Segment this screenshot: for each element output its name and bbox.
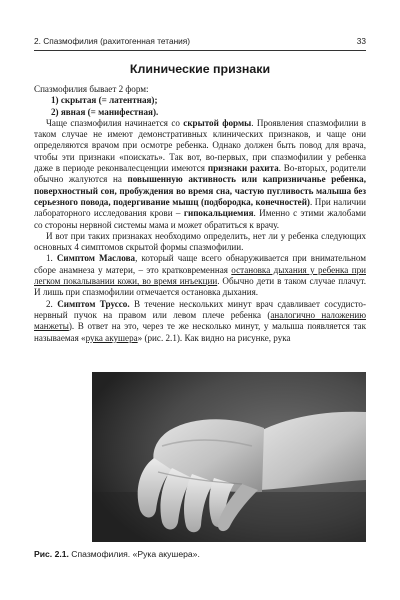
text-span: ). В ответ на это, через те же несколько минут, у малыша появляется так называемая «: [34, 321, 366, 343]
text-span: 2.: [46, 298, 58, 309]
text-span: » (рис. 2.1). Как видно на рисунке, рука: [137, 332, 291, 343]
bold-term: повышенную активность или капризничанье ребенка, поверхностный сон, пробуждения во время сна, частую пугливость малыша без серьезного повода, подергивание мышц (подбородка, конечностей): [34, 174, 366, 207]
book-page: [34, 0, 366, 600]
page-number: 33: [356, 36, 366, 46]
bold-term: Симптом Труссо.: [57, 298, 130, 309]
text-span: , который чаще всего обнаруживается при внимательном сборе анамнеза у матери, – это кратковременная: [34, 253, 367, 275]
running-head: [34, 36, 366, 51]
paragraph-trousseau-symptom: [34, 299, 366, 344]
text-span: . При наличии лабораторного исследования крови –: [34, 196, 366, 219]
underlined-text: рука акушера: [85, 332, 138, 343]
bold-term: гипокальциемия: [183, 208, 254, 219]
bold-term: признаки рахита: [207, 163, 279, 174]
figure-label: Рис. 2.1.: [34, 549, 69, 559]
chapter-title: 2. Спазмофилия (рахитогенная тетания): [34, 36, 191, 46]
body-text: [34, 84, 366, 344]
figure-photo-obstetrician-hand: [92, 372, 366, 542]
bold-term: скрытой формы: [183, 117, 252, 128]
paragraph-symptoms-intro: И вот при таких признаках необходимо определить, нет ли у ребенка следующих основных 4 симптомов скрытой формы спазмофилии.: [34, 230, 366, 253]
text-span: . Проявления спазмофилии в таком случае не имеют демонстративных клинических признаков, и чаще они определяются врачом при осмотре ребенка. Однако должен быть повод для врача, чтобы эти признаки «поискать». Так вот, во-первых, при спазмофилии у ребенка даже в периоде реконвалесценции имеются: [34, 117, 366, 174]
text-span: . Именно с этими жалобами со стороны нервной системы мама и может обратиться к врачу.: [34, 208, 366, 230]
section-title: Клинические признаки: [129, 62, 271, 76]
text-span: 1.: [46, 253, 57, 264]
paragraph-latent-form: [34, 118, 366, 231]
figure-caption-text: Спазмофилия. «Рука акушера».: [68, 549, 200, 559]
hand-photo-illustration: [92, 372, 366, 542]
paragraph-maslov-symptom: [34, 253, 366, 298]
text-span: . Во-вторых, родители обычно жалуются на: [34, 163, 366, 185]
text-span: В течение нескольких минут врач сдавливает сосудисто-нервный пучок на правом или левом плече ребенка (: [34, 298, 367, 320]
underlined-text: остановка дыхания у ребенка при легком покалывании кожи, во время инъекции: [34, 264, 366, 287]
text-span: . Обычно дети в таком случае плачут. И лишь при спазмофилии отмечается остановка дыхания.: [34, 276, 366, 298]
intro-line: Спазмофилия бывает 2 форм:: [34, 84, 149, 94]
form-item-manifest: 2) явная (= манифестная).: [51, 106, 159, 117]
form-item-latent: 1) скрытая (= латентная);: [51, 95, 158, 106]
bold-term: Симптом Маслова: [56, 253, 136, 264]
underlined-text: аналогично наложению манжеты: [34, 309, 366, 332]
text-span: Чаще спазмофилия начинается со: [46, 117, 184, 128]
figure-caption: [34, 549, 366, 559]
